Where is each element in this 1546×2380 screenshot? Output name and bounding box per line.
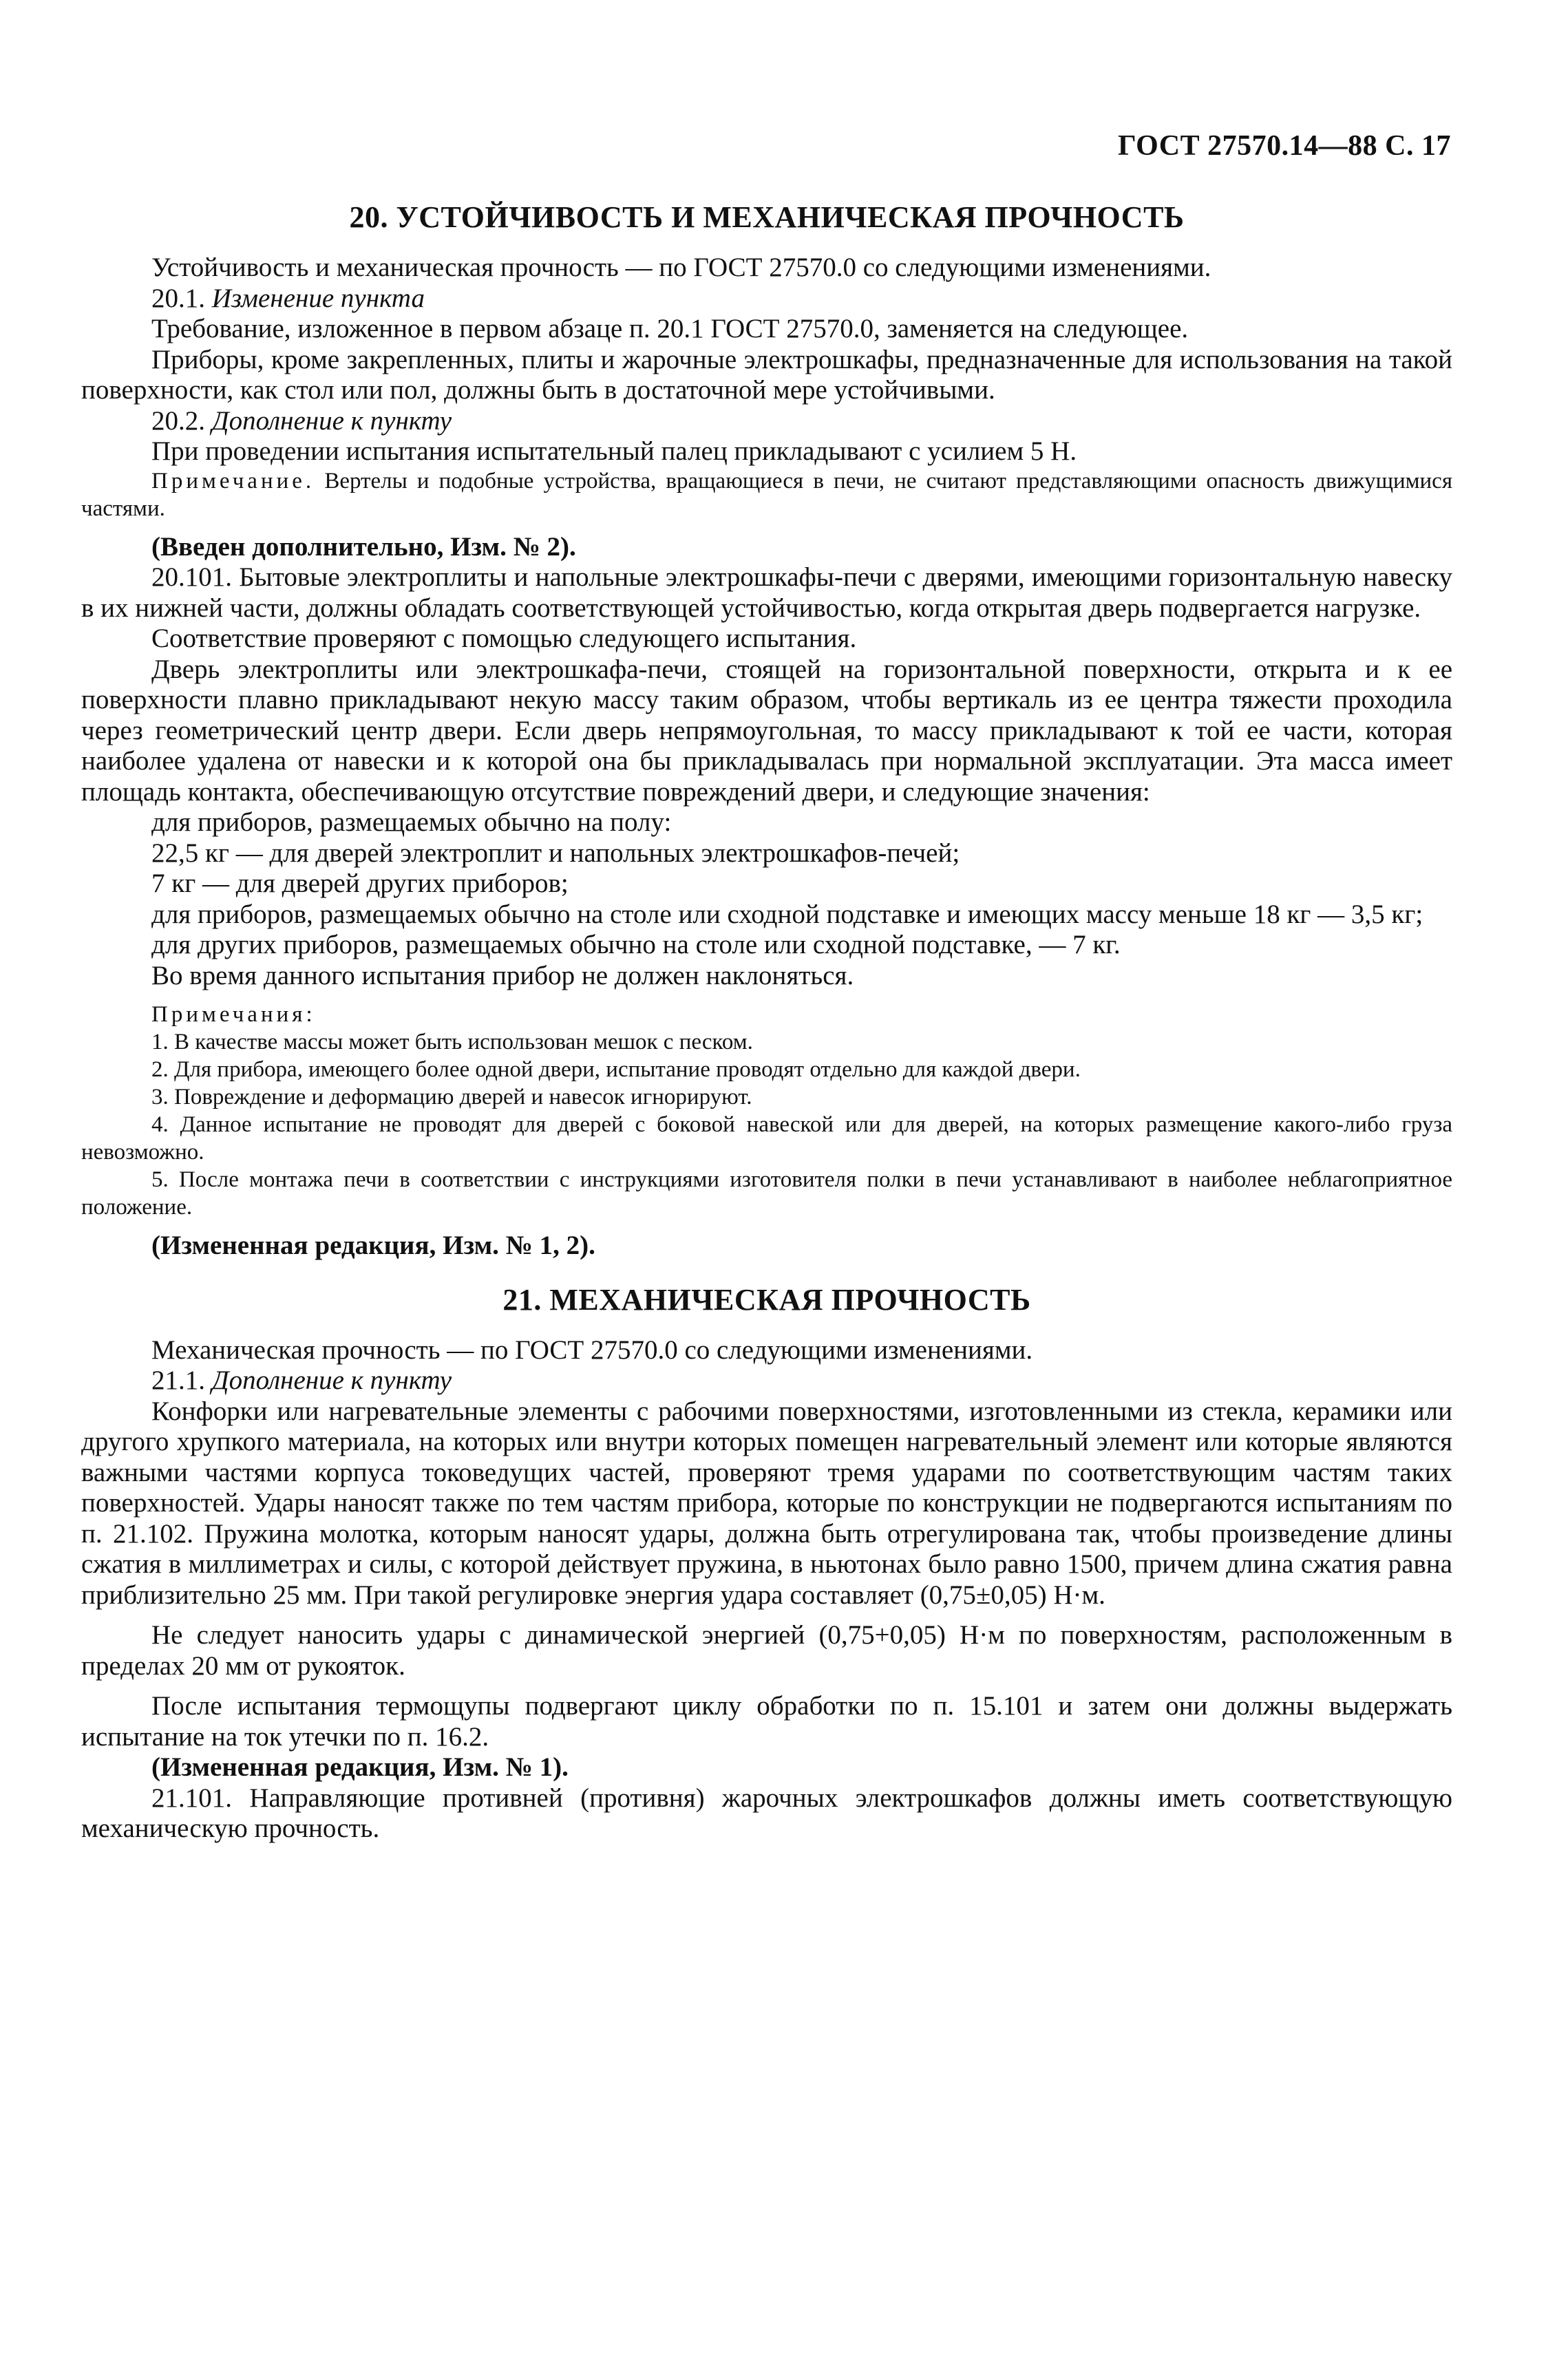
- note-item: 4. Данное испытание не проводят для дверей с боковой навеской или для дверей, на которых размещение какого-либо груза невозможно.: [81, 1112, 1452, 1165]
- clause-20-1-text-1: Требование, изложенное в первом абзаце п. 20.1 ГОСТ 27570.0, заменяется на следующее.: [151, 314, 1189, 343]
- document-body: [81, 200, 1452, 1845]
- note-label: Примечание.: [151, 468, 315, 493]
- note-20-2: [81, 467, 1452, 522]
- section-20-title: 20. УСТОЙЧИВОСТЬ И МЕХАНИЧЕСКАЯ ПРОЧНОСТЬ: [349, 200, 1185, 234]
- clause-21-1-heading: [81, 1366, 1452, 1396]
- clause-21-1-text: Конфорки или нагревательные элементы с рабочими поверхностями, изготовленными из стекла, керамики или другого хрупкого материала, на которых или внутри которых помещен нагревательный элемент или которые являются важными частями корпуса токоведущих частей, проверяют тремя ударами по соответствующим частям таких поверхностей. Удары наносят также по тем частям прибора, которые по конструкции не подвергаются испытаниям по п. 21.102. Пружина молотка, которым наносят удары, должна быть отрегулирована так, чтобы произведение длины сжатия в миллиметрах и силы, с которой действует пружина, в ньютонах было равно 1500, причем длина сжатия равна приблизительно 25 мм. При такой регулировке энергия удара составляет (0,75±0,05) Н·м.: [81, 1396, 1452, 1610]
- mass-value-item: 22,5 кг — для дверей электроплит и напольных электрошкафов-печей;: [151, 838, 960, 868]
- no-impacts-rule: Не следует наносить удары с динамической энергией (0,75+0,05) Н·м по поверхностям, расположенным в пределах 20 мм от рукояток.: [81, 1620, 1452, 1681]
- note-item: 2. Для прибора, имеющего более одной двери, испытание проводят отдельно для каждой двери.: [151, 1057, 1081, 1082]
- note-text: Вертелы и подобные устройства, вращающиеся в печи, не считают представляющими опасность движущимися частями.: [81, 468, 1453, 521]
- notes-label: Примечания:: [151, 1002, 316, 1027]
- clause-20-1-heading: [81, 284, 1452, 315]
- clause-label: Дополнение к пункту: [211, 405, 452, 436]
- compliance-check: Соответствие проверяют с помощью следующего испытания.: [151, 624, 857, 653]
- note-item: 1. В качестве массы может быть использован мешок с песком.: [151, 1030, 753, 1054]
- mass-value-item: для других приборов, размещаемых обычно на столе или сходной подставке, — 7 кг.: [151, 930, 1121, 959]
- clause-number: 21.1.: [151, 1366, 205, 1395]
- clause-21-101: 21.101. Направляющие противней (противня) жарочных электрошкафов должны иметь соответствующую механическую прочность.: [81, 1783, 1452, 1843]
- no-tilt-requirement: Во время данного испытания прибор не должен наклоняться.: [151, 960, 854, 990]
- test-procedure: Дверь электроплиты или электрошкафа-печи, стоящей на горизонтальной поверхности, открыта и к ее поверхности плавно прикладывают некую массу таким образом, чтобы вертикаль из ее центра тяжести проходила через геометрический центр двери. Если дверь непрямоугольная, то массу прикладывают к той ее части, которая наиболее удалена от навески и к которой она бы прикладывалась при нормальной эксплуатации. Эта масса имеет площадь контакта, обеспечивающую отсутствие повреждений двери, и следующие значения:: [81, 654, 1452, 807]
- section-21-title: 21. МЕХАНИЧЕСКАЯ ПРОЧНОСТЬ: [502, 1282, 1031, 1317]
- amendment-note-2: (Измененная редакция, Изм. № 1, 2).: [151, 1231, 595, 1260]
- clause-number: 20.1.: [151, 283, 205, 313]
- amendment-note-1: (Введен дополнительно, Изм. № 2).: [151, 531, 576, 562]
- mass-value-item: 7 кг — для дверей других приборов;: [151, 869, 569, 898]
- note-item: 3. Повреждение и деформацию дверей и навесок игнорируют.: [151, 1085, 752, 1109]
- clause-20-101: 20.101. Бытовые электроплиты и напольные электрошкафы-печи с дверями, имеющими горизонтальную навеску в их нижней части, должны обладать соответствующей устойчивостью, когда открытая дверь подвергается нагрузке.: [81, 562, 1452, 623]
- clause-label: Изменение пункта: [211, 283, 425, 313]
- note-item: 5. После монтажа печи в соответствии с инструкциями изготовителя полки в печи устанавливают в наиболее неблагоприятное положение.: [81, 1167, 1452, 1220]
- mass-value-item: для приборов, размещаемых обычно на столе или сходной подставке и имеющих массу меньше 18 кг — 3,5 кг;: [151, 899, 1423, 929]
- clause-20-1-text-2: Приборы, кроме закрепленных, плиты и жарочные электрошкафы, предназначенные для использования на такой поверхности, как стол или пол, должны быть в достаточной мере устойчивыми.: [81, 344, 1452, 405]
- clause-20-2-heading: [81, 406, 1452, 437]
- amendment-note-3: (Измененная редакция, Изм. № 1).: [151, 1752, 569, 1782]
- running-header: ГОСТ 27570.14—88 С. 17: [1117, 130, 1451, 162]
- thermocouple-rule: После испытания термощупы подвергают циклу обработки по п. 15.101 и затем они должны выдержать испытание на ток утечки по п. 16.2.: [81, 1691, 1452, 1752]
- clause-number: 20.2.: [151, 405, 205, 436]
- section-20-intro: Устойчивость и механическая прочность — по ГОСТ 27570.0 со следующими изменениями.: [151, 253, 1211, 282]
- section-21-intro: Механическая прочность — по ГОСТ 27570.0 со следующими изменениями.: [151, 1335, 1033, 1365]
- clause-20-2-text: При проведении испытания испытательный палец прикладывают с усилием 5 Н.: [151, 436, 1077, 466]
- clause-label: Дополнение к пункту: [211, 1366, 452, 1395]
- mass-value-item: для приборов, размещаемых обычно на полу:: [151, 807, 672, 837]
